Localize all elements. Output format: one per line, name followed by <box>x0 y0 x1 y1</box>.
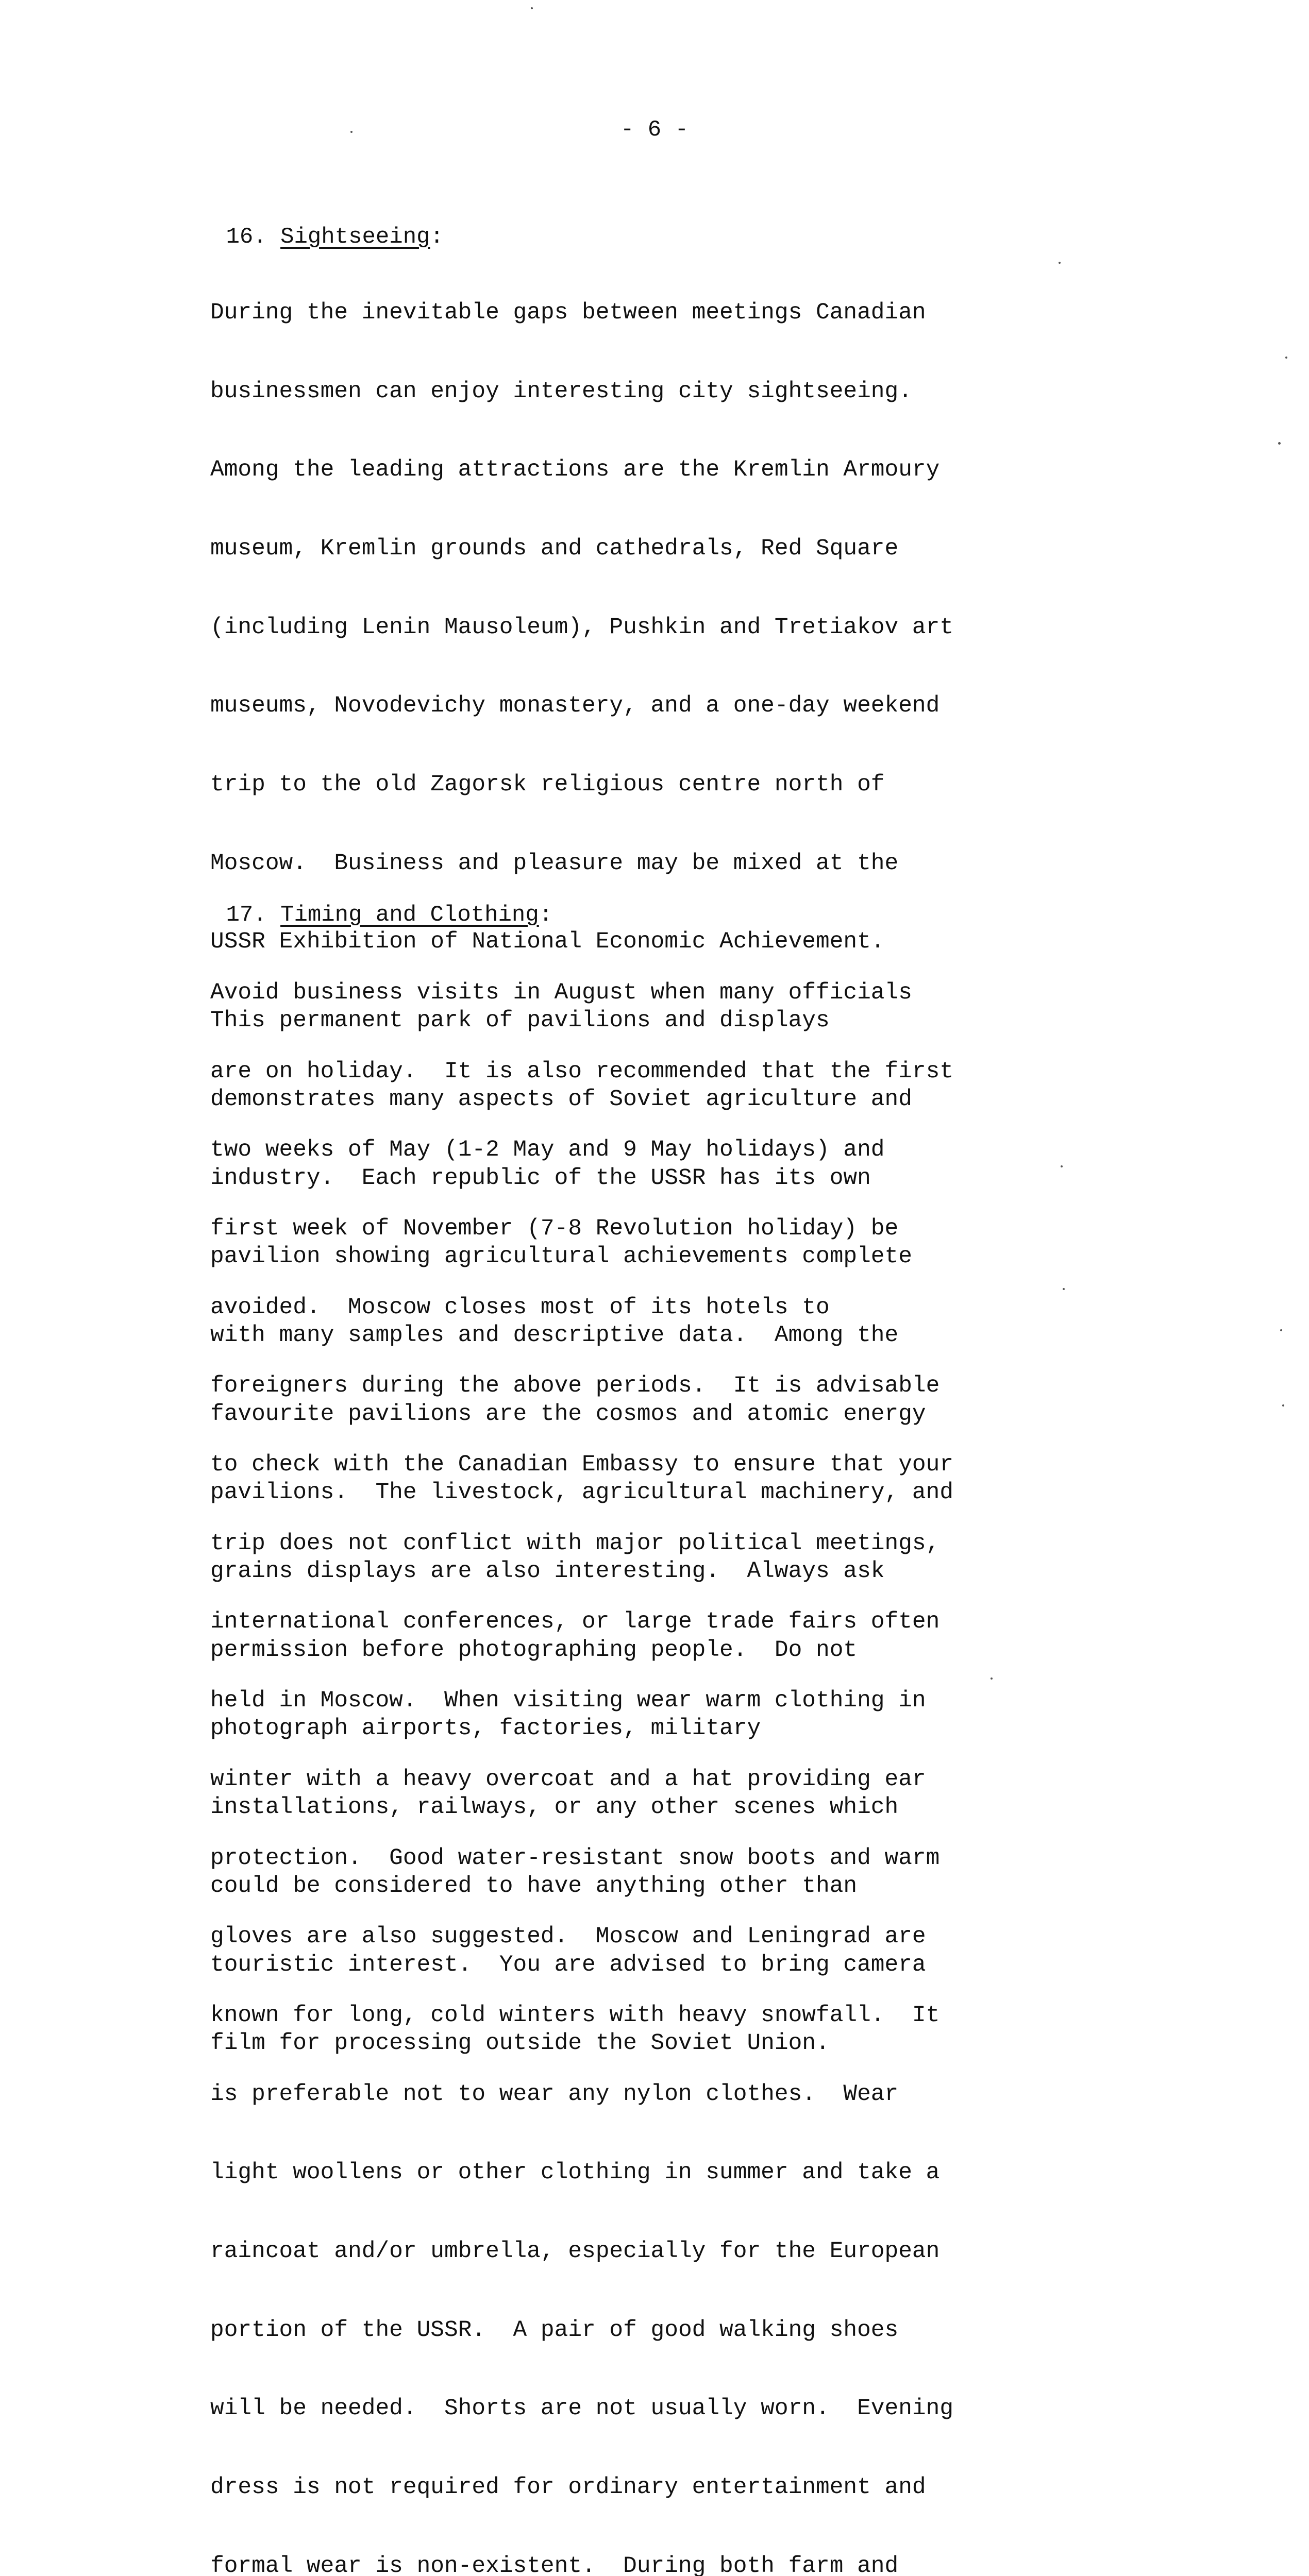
text-line: formal wear is non-existent. During both farm and <box>210 2553 899 2576</box>
text-line: (including Lenin Mausoleum), Pushkin and Tretiakov art <box>210 614 954 640</box>
text-line: two weeks of May (1-2 May and 9 May holidays) and <box>210 1137 885 1163</box>
text-line: dress is not required for ordinary entertainment and <box>210 2475 926 2501</box>
section-number: 17. <box>226 902 267 928</box>
section-title: Sightseeing <box>280 224 430 250</box>
text-line: During the inevitable gaps between meetings Canadian <box>210 299 926 326</box>
text-line: to check with the Canadian Embassy to ensure that your <box>210 1452 954 1478</box>
text-line: trip to the old Zagorsk religious centre north of <box>210 772 885 798</box>
text-line: museum, Kremlin grounds and cathedrals, Red Square <box>210 535 899 562</box>
section-number: 16. <box>226 224 267 250</box>
scan-speck <box>1059 262 1061 264</box>
text-line: gloves are also suggested. Moscow and Leningrad are <box>210 1924 926 1950</box>
text-line: international conferences, or large trade fairs often <box>210 1609 940 1635</box>
scan-speck <box>1061 1165 1063 1167</box>
section-title-colon: : <box>539 902 553 928</box>
text-line: demonstrates many aspects of Soviet agriculture and <box>210 1086 912 1112</box>
text-line: are on holiday. It is also recommended that the first <box>210 1058 954 1084</box>
text-line: portion of the USSR. A pair of good walking shoes <box>210 2317 899 2343</box>
text-line: winter with a heavy overcoat and a hat providing ear <box>210 1766 926 1792</box>
text-line: known for long, cold winters with heavy snowfall. It <box>210 2002 940 2028</box>
scan-speck <box>1282 1404 1284 1406</box>
scan-speck <box>350 131 353 133</box>
text-line: film for processing outside the Soviet Union. <box>210 2030 830 2057</box>
section-body <box>210 927 953 2576</box>
text-line: businessmen can enjoy interesting city sightseeing. <box>210 378 912 404</box>
text-line: pavilion showing agricultural achievements complete <box>210 1244 912 1270</box>
text-line: foreigners during the above periods. It is advisable <box>210 1373 940 1399</box>
text-line: museums, Novodevichy monastery, and a one-day weekend <box>210 693 940 719</box>
text-line: touristic interest. You are advised to bring camera <box>210 1952 926 1978</box>
text-line: held in Moscow. When visiting wear warm clothing in <box>210 1688 926 1714</box>
scan-speck <box>1280 1329 1282 1331</box>
text-line: protection. Good water-resistant snow boots and warm <box>210 1845 940 1871</box>
text-line: pavilions. The livestock, agricultural machinery, and <box>210 1480 954 1506</box>
text-line: USSR Exhibition of National Economic Achievement. <box>210 929 885 955</box>
section-title-colon: : <box>430 224 444 250</box>
text-line: grains displays are also interesting. Always ask <box>210 1558 885 1585</box>
text-line: Moscow. Business and pleasure may be mixed at the <box>210 850 899 876</box>
text-line: trip does not conflict with major political meetings, <box>210 1530 940 1556</box>
text-line: installations, railways, or any other scenes which <box>210 1794 899 1821</box>
text-line: is preferable not to wear any nylon clothes. Wear <box>210 2081 899 2107</box>
section-title: Timing and Clothing <box>280 902 539 928</box>
text-line: with many samples and descriptive data. Among the <box>210 1322 899 1348</box>
text-line: This permanent park of pavilions and displays <box>210 1008 830 1034</box>
text-line: permission before photographing people. Do not <box>210 1637 858 1663</box>
text-line: will be needed. Shorts are not usually worn. Evening <box>210 2396 954 2422</box>
text-line: light woollens or other clothing in summer and take a <box>210 2160 940 2186</box>
text-line: photograph airports, factories, military <box>210 1716 761 1742</box>
text-line: Avoid business visits in August when many officials <box>210 979 912 1006</box>
scan-speck <box>1285 357 1287 359</box>
text-line: first week of November (7-8 Revolution holiday) be <box>210 1215 899 1242</box>
scan-speck <box>1063 1288 1065 1290</box>
scan-speck <box>991 1677 993 1680</box>
scan-speck <box>1278 442 1281 445</box>
text-line: raincoat and/or umbrella, especially for the European <box>210 2239 940 2265</box>
text-line: industry. Each republic of the USSR has its own <box>210 1165 871 1191</box>
page-number: - 6 - <box>620 117 689 143</box>
text-line: avoided. Moscow closes most of its hotels to <box>210 1294 830 1320</box>
text-line: Among the leading attractions are the Kremlin Armoury <box>210 457 940 483</box>
scan-speck <box>531 7 533 9</box>
text-line: could be considered to have anything other than <box>210 1873 858 1899</box>
text-line: favourite pavilions are the cosmos and atomic energy <box>210 1401 926 1427</box>
